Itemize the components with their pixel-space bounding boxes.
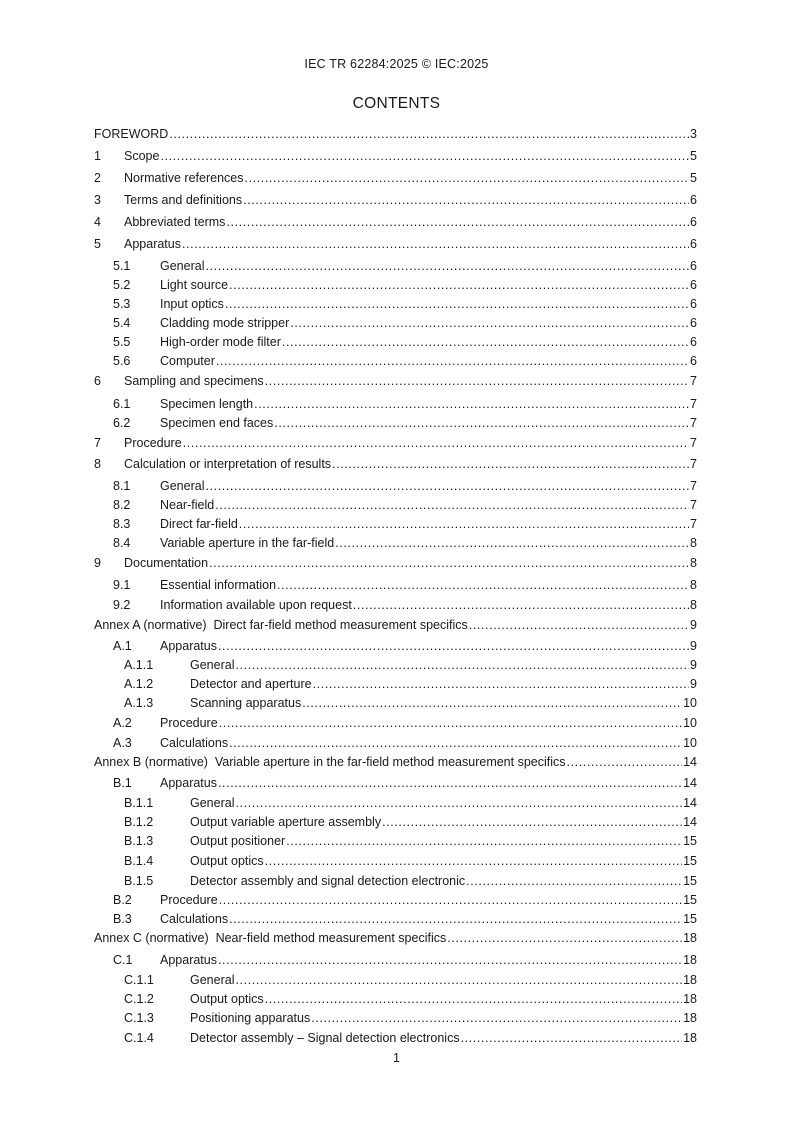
- toc-entry-page: 15: [683, 854, 697, 868]
- toc-entry-page: 15: [683, 912, 697, 926]
- toc-entry[interactable]: [94, 911, 697, 927]
- toc-entry-number: 5.3: [113, 297, 131, 311]
- toc-entry[interactable]: [94, 657, 697, 673]
- toc-entry-number: C.1.1: [124, 973, 154, 987]
- toc-entry-label: Scanning apparatus: [190, 696, 302, 710]
- toc-entry-label: Normative references: [124, 171, 244, 185]
- toc-entry[interactable]: [94, 435, 697, 451]
- toc-entry-label: Specimen end faces: [160, 416, 274, 430]
- toc-entry-page: 18: [683, 931, 697, 945]
- toc-entry-label: General: [160, 479, 205, 493]
- toc-entry-label: Procedure: [124, 436, 182, 450]
- toc-entry[interactable]: [94, 695, 697, 711]
- toc-entry-page: 8: [690, 536, 697, 550]
- toc-entry[interactable]: [94, 775, 697, 791]
- leader-dots: [447, 930, 682, 946]
- toc-entry[interactable]: [94, 315, 697, 331]
- leader-dots: [205, 258, 689, 274]
- leader-dots: [225, 296, 689, 312]
- toc-entry-number: 7: [94, 436, 101, 450]
- toc-entry-page: 9: [690, 677, 697, 691]
- toc-entry-number: C.1.4: [124, 1031, 154, 1045]
- leader-dots: [461, 1030, 683, 1046]
- leader-dots: [169, 126, 689, 142]
- toc-entry-label: Calculation or interpretation of results: [124, 457, 332, 471]
- toc-entry[interactable]: [94, 1010, 697, 1026]
- toc-entry[interactable]: [94, 577, 697, 593]
- toc-entry-label: Output positioner: [190, 834, 286, 848]
- toc-entry-page: 10: [683, 696, 697, 710]
- toc-entry[interactable]: [94, 873, 697, 889]
- toc-entry-page: 14: [683, 776, 697, 790]
- toc-entry[interactable]: [94, 497, 697, 513]
- toc-entry-number: A.2: [113, 716, 132, 730]
- leader-dots: [335, 535, 689, 551]
- toc-entry[interactable]: [94, 892, 697, 908]
- toc-entry[interactable]: [94, 396, 697, 412]
- toc-entry-page: 6: [690, 259, 697, 273]
- toc-entry-page: 7: [690, 374, 697, 388]
- toc-entry-label: Annex B (normative) Variable aperture in the far-field method measurement specifics: [94, 755, 566, 769]
- toc-entry-label: Apparatus: [160, 953, 217, 967]
- toc-entry[interactable]: [94, 170, 697, 186]
- toc-entry[interactable]: [94, 833, 697, 849]
- toc-entry[interactable]: [94, 972, 697, 988]
- leader-dots: [469, 617, 689, 633]
- leader-dots: [229, 277, 689, 293]
- leader-dots: [160, 148, 689, 164]
- toc-entry-label: Apparatus: [160, 639, 217, 653]
- toc-entry-label: Calculations: [160, 736, 229, 750]
- toc-entry-label: Terms and definitions: [124, 193, 243, 207]
- leader-dots: [311, 1010, 682, 1026]
- toc-entry[interactable]: [94, 754, 697, 770]
- toc-entry[interactable]: [94, 638, 697, 654]
- toc-entry-number: 4: [94, 215, 101, 229]
- toc-entry[interactable]: [94, 236, 697, 252]
- toc-entry-number: B.1.1: [124, 796, 154, 810]
- toc-entry-label: Cladding mode stripper: [160, 316, 290, 330]
- toc-entry-number: B.1.5: [124, 874, 154, 888]
- toc-entry-number: 6: [94, 374, 101, 388]
- toc-entry-page: 7: [690, 436, 697, 450]
- toc-entry[interactable]: [94, 258, 697, 274]
- toc-entry-page: 6: [690, 316, 697, 330]
- toc-entry-label: General: [160, 259, 205, 273]
- toc-entry[interactable]: [94, 148, 697, 164]
- leader-dots: [302, 695, 682, 711]
- toc-entry[interactable]: [94, 555, 697, 571]
- leader-dots: [218, 638, 689, 654]
- leader-dots: [567, 754, 683, 770]
- toc-entry-page: 7: [690, 416, 697, 430]
- toc-entry-label: Computer: [160, 354, 215, 368]
- toc-entry-label: General: [190, 973, 235, 987]
- leader-dots: [243, 192, 689, 208]
- toc-entry-number: B.3: [113, 912, 132, 926]
- toc-entry-number: 8: [94, 457, 101, 471]
- leader-dots: [209, 555, 689, 571]
- toc-entry[interactable]: [94, 535, 697, 551]
- toc-entry-page: 8: [690, 556, 697, 570]
- toc-entry[interactable]: [94, 415, 697, 431]
- toc-entry[interactable]: [94, 676, 697, 692]
- toc-entry-label: Near-field: [160, 498, 215, 512]
- toc-entry-label: Abbreviated terms: [124, 215, 226, 229]
- document-header: IEC TR 62284:2025 © IEC:2025: [304, 57, 489, 71]
- leader-dots: [286, 833, 682, 849]
- toc-entry-number: 5.1: [113, 259, 131, 273]
- toc-entry-number: B.2: [113, 893, 132, 907]
- toc-entry-page: 6: [690, 237, 697, 251]
- toc-entry-page: 18: [683, 973, 697, 987]
- toc-entry[interactable]: [94, 930, 697, 946]
- toc-entry-label: General: [190, 658, 235, 672]
- toc-entry-number: 2: [94, 171, 101, 185]
- leader-dots: [216, 353, 689, 369]
- toc-entry-number: C.1.3: [124, 1011, 154, 1025]
- page-number: 1: [393, 1051, 400, 1065]
- toc-entry-page: 18: [683, 992, 697, 1006]
- leader-dots: [235, 657, 689, 673]
- toc-entry-label: Calculations: [160, 912, 229, 926]
- leader-dots: [182, 236, 689, 252]
- leader-dots: [205, 478, 689, 494]
- toc-entry-label: Procedure: [160, 893, 218, 907]
- toc-entry[interactable]: [94, 214, 697, 230]
- toc-entry[interactable]: [94, 296, 697, 312]
- toc-entry-label: Annex C (normative) Near-field method measurement specifics: [94, 931, 447, 945]
- toc-entry-number: A.1.2: [124, 677, 154, 691]
- toc-entry-label: High-order mode filter: [160, 335, 281, 349]
- leader-dots: [235, 972, 682, 988]
- toc-entry-label: FOREWORD: [94, 127, 169, 141]
- toc-entry-number: 6.1: [113, 397, 131, 411]
- toc-entry-label: Positioning apparatus: [190, 1011, 311, 1025]
- toc-entry-page: 6: [690, 193, 697, 207]
- toc-entry-label: General: [190, 796, 235, 810]
- toc-entry-number: C.1: [113, 953, 133, 967]
- toc-entry-number: 5.6: [113, 354, 131, 368]
- toc-entry[interactable]: [94, 617, 697, 633]
- toc-entry[interactable]: [94, 126, 697, 142]
- leader-dots: [353, 597, 689, 613]
- toc-entry-page: 9: [690, 618, 697, 632]
- toc-entry-page: 6: [690, 335, 697, 349]
- toc-entry-page: 6: [690, 215, 697, 229]
- toc-entry[interactable]: [94, 1030, 697, 1046]
- leader-dots: [235, 795, 682, 811]
- toc-entry[interactable]: [94, 516, 697, 532]
- page-title: CONTENTS: [352, 95, 441, 112]
- leader-dots: [219, 892, 682, 908]
- toc-entry-label: Annex A (normative) Direct far-field method measurement specifics: [94, 618, 468, 632]
- leader-dots: [290, 315, 689, 331]
- toc-entry[interactable]: [94, 597, 697, 613]
- toc-entry-page: 15: [683, 874, 697, 888]
- toc-entry-number: 8.4: [113, 536, 131, 550]
- toc-entry-number: B.1.4: [124, 854, 154, 868]
- toc-entry-page: 18: [683, 1031, 697, 1045]
- toc-entry-page: 3: [690, 127, 697, 141]
- leader-dots: [239, 516, 689, 532]
- toc-entry-page: 14: [683, 755, 697, 769]
- toc-entry[interactable]: [94, 478, 697, 494]
- toc-entry[interactable]: [94, 334, 697, 350]
- leader-dots: [313, 676, 689, 692]
- toc-entry-page: 15: [683, 893, 697, 907]
- toc-entry-label: Apparatus: [124, 237, 181, 251]
- leader-dots: [265, 853, 682, 869]
- toc-entry[interactable]: [94, 853, 697, 869]
- toc-entry[interactable]: [94, 715, 697, 731]
- toc-entry-page: 9: [690, 658, 697, 672]
- toc-entry-label: Direct far-field: [160, 517, 238, 531]
- toc-entry-number: B.1.3: [124, 834, 154, 848]
- leader-dots: [382, 814, 682, 830]
- toc-entry-page: 10: [683, 736, 697, 750]
- leader-dots: [282, 334, 689, 350]
- toc-entry-number: C.1.2: [124, 992, 154, 1006]
- leader-dots: [254, 396, 689, 412]
- leader-dots: [332, 456, 689, 472]
- toc-entry-number: 6.2: [113, 416, 131, 430]
- toc-entry-number: 5: [94, 237, 101, 251]
- toc-entry-page: 7: [690, 517, 697, 531]
- toc-entry-label: Documentation: [124, 556, 209, 570]
- toc-entry-label: Input optics: [160, 297, 224, 311]
- toc-entry-label: Information available upon request: [160, 598, 352, 612]
- toc-entry-page: 7: [690, 397, 697, 411]
- toc-entry-label: Essential information: [160, 578, 277, 592]
- leader-dots: [265, 373, 689, 389]
- leader-dots: [274, 415, 689, 431]
- toc-entry-label: Variable aperture in the far-field: [160, 536, 335, 550]
- toc-entry-page: 18: [683, 1011, 697, 1025]
- toc-entry-label: Scope: [124, 149, 160, 163]
- toc-entry[interactable]: [94, 373, 697, 389]
- leader-dots: [215, 497, 689, 513]
- toc-entry-number: 3: [94, 193, 101, 207]
- leader-dots: [245, 170, 690, 186]
- toc-entry-page: 8: [690, 598, 697, 612]
- toc-entry-page: 9: [690, 639, 697, 653]
- toc-entry-page: 14: [683, 815, 697, 829]
- toc-entry[interactable]: [94, 814, 697, 830]
- toc-entry-page: 18: [683, 953, 697, 967]
- toc-entry-page: 5: [690, 149, 697, 163]
- leader-dots: [229, 911, 682, 927]
- toc-entry-label: Light source: [160, 278, 229, 292]
- toc-entry-number: 9: [94, 556, 101, 570]
- leader-dots: [226, 214, 689, 230]
- leader-dots: [183, 435, 689, 451]
- toc-entry[interactable]: [94, 353, 697, 369]
- toc-entry-number: 5.2: [113, 278, 131, 292]
- leader-dots: [229, 735, 682, 751]
- toc-entry-page: 7: [690, 479, 697, 493]
- toc-entry-label: Detector and aperture: [190, 677, 312, 691]
- toc-entry-number: 8.2: [113, 498, 131, 512]
- toc-entry-number: 9.1: [113, 578, 131, 592]
- toc-entry[interactable]: [94, 952, 697, 968]
- toc-entry-label: Sampling and specimens: [124, 374, 264, 388]
- toc-entry-number: A.1.3: [124, 696, 154, 710]
- toc-entry-page: 7: [690, 498, 697, 512]
- toc-entry-page: 6: [690, 278, 697, 292]
- toc-entry-number: 8.1: [113, 479, 131, 493]
- toc-entry[interactable]: [94, 795, 697, 811]
- toc-entry[interactable]: [94, 991, 697, 1007]
- leader-dots: [277, 577, 689, 593]
- toc-entry-label: Procedure: [160, 716, 218, 730]
- leader-dots: [219, 715, 682, 731]
- leader-dots: [218, 952, 682, 968]
- leader-dots: [218, 775, 682, 791]
- toc-entry-number: 5.5: [113, 335, 131, 349]
- toc-entry-label: Detector assembly and signal detection electronic: [190, 874, 466, 888]
- toc-entry-page: 6: [690, 297, 697, 311]
- leader-dots: [466, 873, 682, 889]
- toc-entry-page: 7: [690, 457, 697, 471]
- toc-entry-number: 1: [94, 149, 101, 163]
- toc-entry-number: A.1.1: [124, 658, 154, 672]
- toc-entry-page: 5: [690, 171, 697, 185]
- toc-entry[interactable]: [94, 735, 697, 751]
- toc-entry[interactable]: [94, 456, 697, 472]
- toc-entry-number: A.3: [113, 736, 132, 750]
- toc-entry-number: B.1.2: [124, 815, 154, 829]
- toc-entry-label: Specimen length: [160, 397, 254, 411]
- toc-entry-page: 15: [683, 834, 697, 848]
- toc-entry-label: Output variable aperture assembly: [190, 815, 382, 829]
- toc-entry-label: Output optics: [190, 992, 264, 1006]
- toc-entry-label: Apparatus: [160, 776, 217, 790]
- toc-entry-number: A.1: [113, 639, 132, 653]
- toc-entry[interactable]: [94, 277, 697, 293]
- toc-entry-number: 8.3: [113, 517, 131, 531]
- toc-entry-page: 10: [683, 716, 697, 730]
- toc-entry-page: 6: [690, 354, 697, 368]
- toc-entry-number: 5.4: [113, 316, 131, 330]
- toc-entry-page: 14: [683, 796, 697, 810]
- toc-entry-number: B.1: [113, 776, 132, 790]
- toc-entry[interactable]: [94, 192, 697, 208]
- toc-entry-label: Output optics: [190, 854, 264, 868]
- leader-dots: [265, 991, 682, 1007]
- toc-entry-page: 8: [690, 578, 697, 592]
- toc-entry-number: 9.2: [113, 598, 131, 612]
- toc-entry-label: Detector assembly – Signal detection electronics: [190, 1031, 460, 1045]
